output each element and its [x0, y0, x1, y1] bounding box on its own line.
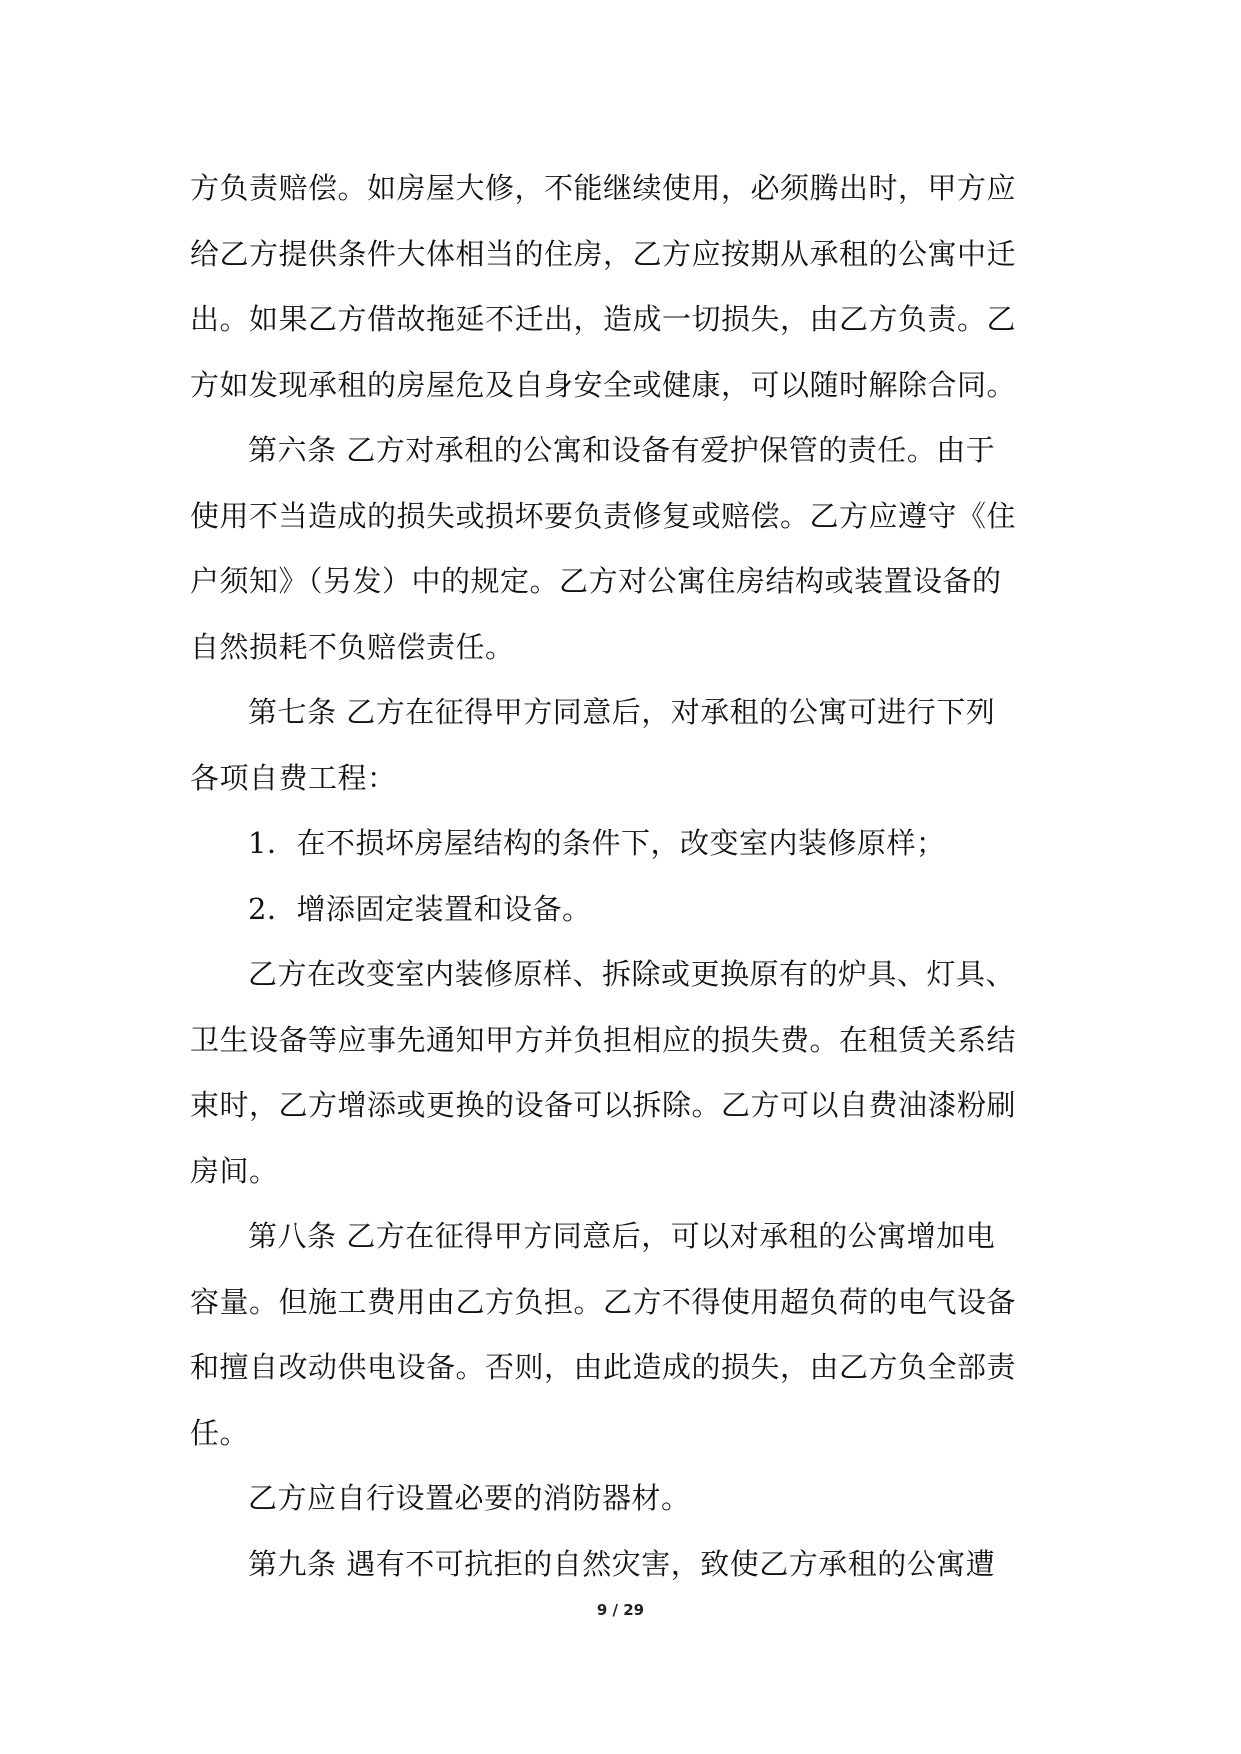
list-item-1: 1．在不损坏房屋结构的条件下，改变室内装修原样； [248, 826, 946, 860]
paragraph-fire-equipment: 乙方应自行设置必要的消防器材。 [248, 1481, 691, 1515]
paragraph-damage-compensation: 方负责赔偿。如房屋大修，不能继续使用，必须腾出时，甲方应 给乙方提供条件大体相当的住房，乙方应按期从承租的公寓中迁 出。如果乙方借故拖延不迁出，造成一切损失，由乙方负责。乙 方如发现承租的房屋危及自身安全或健康，可以随时解除合同。 [190, 171, 1017, 402]
document-body [190, 156, 1070, 1597]
paragraph-renovation-notice: 乙方在改变室内装修原样、拆除或更换原有的炉具、灯具、 卫生设备等应事先通知甲方并负担相应的损失费。在租赁关系结 束时，乙方增添或更换的设备可以拆除。乙方可以自费油漆粉刷 房间。 [190, 957, 1017, 1188]
paragraph-article-7: 第七条 乙方在征得甲方同意后，对承租的公寓可进行下列 各项自费工程： [190, 695, 996, 795]
paragraph-article-6: 第六条 乙方对承租的公寓和设备有爱护保管的责任。由于 使用不当造成的损失或损坏要负责修复或赔偿。乙方应遵守《住 户须知》（另发）中的规定。乙方对公寓住房结构或装置设备的 自然损耗不负赔偿责任。 [190, 433, 1017, 664]
paragraph-article-8: 第八条 乙方在征得甲方同意后，可以对承租的公寓增加电 容量。但施工费用由乙方负担。乙方不得使用超负荷的电气设备 和擅自改动供电设备。否则，由此造成的损失，由乙方负全部责 任。 [190, 1219, 1017, 1450]
list-item-2: 2．增添固定装置和设备。 [248, 891, 592, 926]
page-number: 9 / 29 [596, 1601, 645, 1619]
paragraph-article-9: 第九条 遇有不可抗拒的自然灾害，致使乙方承租的公寓遭 [248, 1546, 996, 1581]
